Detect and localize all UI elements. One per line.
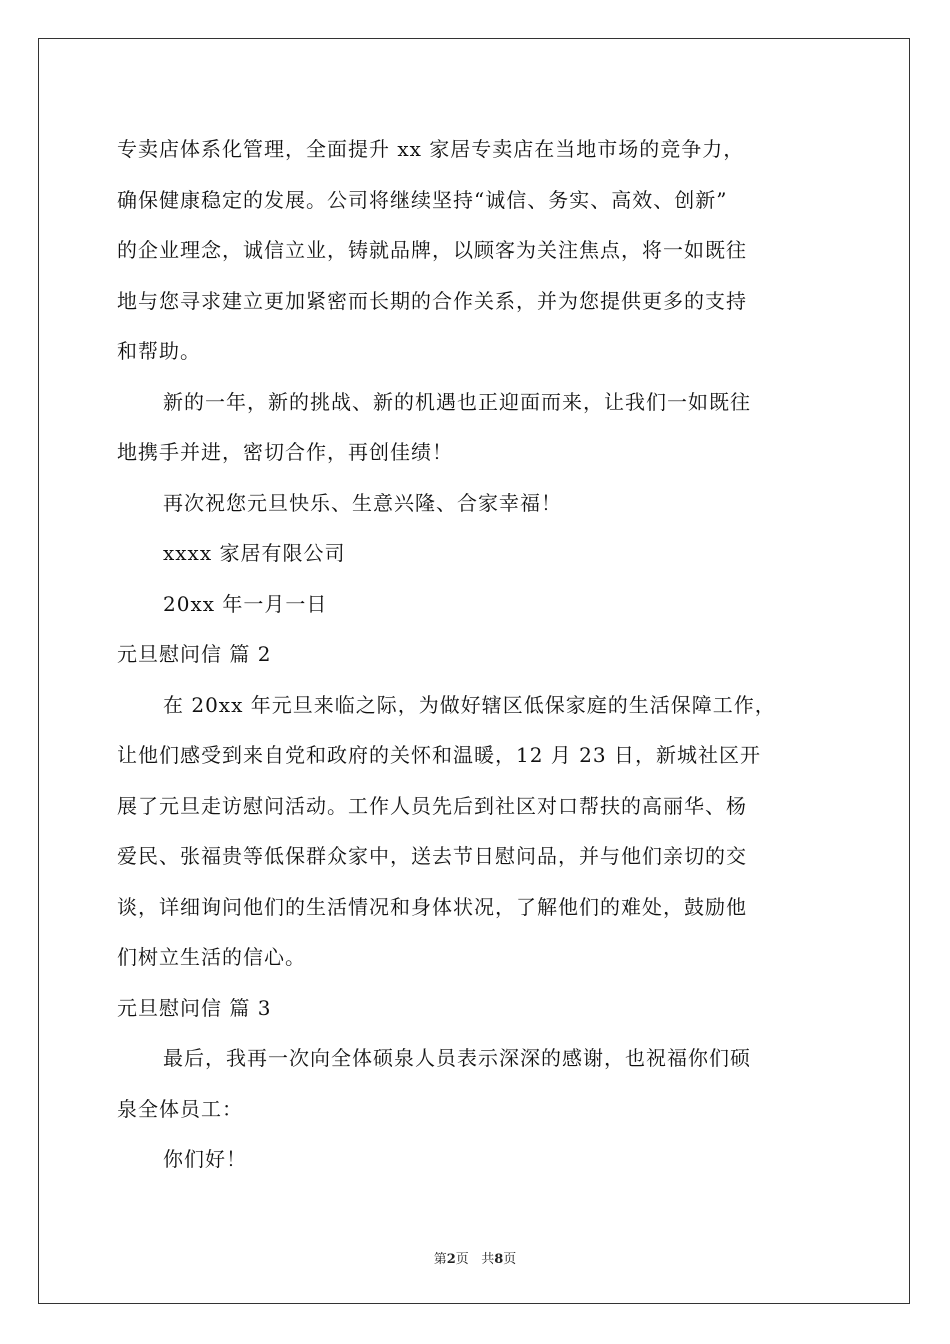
text-line: 新的一年，新的挑战、新的机遇也正迎面而来，让我们一如既往 [163,389,751,414]
text-line: 和帮助。 [117,339,201,363]
text-line: 泉全体员工： [117,1096,243,1121]
text-line: 在 20xx 年元旦来临之际，为做好辖区低保家庭的生活保障工作， [163,692,776,717]
text-line: 专卖店体系化管理，全面提升 xx 家居专卖店在当地市场的竞争力， [117,137,745,161]
text-line: 地携手并进，密切合作，再创佳绩！ [117,440,453,464]
total-suffix: 页 [503,1252,517,1267]
text-line: 们树立生活的信心。 [117,945,306,969]
page-suffix: 页 [455,1252,469,1267]
section-heading: 元旦慰问信 篇 2 [117,642,272,666]
signature-date: 20xx 年一月一日 [163,591,328,616]
total-prefix: 共 [481,1252,495,1267]
page-number: 2 [446,1252,456,1267]
text-line: 地与您寻求建立更加紧密而长期的合作关系，并为您提供更多的支持 [117,288,747,313]
text-line: 让他们感受到来自党和政府的关怀和温暖，12 月 23 日，新城社区开 [117,743,761,767]
text-line: 你们好！ [163,1147,247,1171]
text-line: 最后，我再一次向全体硕泉人员表示深深的感谢，也祝福你们硕 [163,1046,751,1070]
text-line: 展了元旦走访慰问活动。工作人员先后到社区对口帮扶的高丽华、杨 [117,793,747,818]
text-line: 确保健康稳定的发展。公司将继续坚持“诚信、务实、高效、创新” [117,187,728,212]
page-prefix: 第 [433,1252,447,1267]
text-line: 爱民、张福贵等低保群众家中，送去节日慰问品，并与他们亲切的交 [117,844,747,868]
document-body [117,124,857,1185]
text-line: 谈，详细询问他们的生活情况和身体状况，了解他们的难处，鼓励他 [117,894,747,919]
total-pages: 8 [494,1252,504,1267]
signature-company: xxxx 家居有限公司 [163,541,346,565]
text-line: 再次祝您元旦快乐、生意兴隆、合家幸福！ [163,490,562,515]
section-heading: 元旦慰问信 篇 3 [117,995,272,1020]
page-footer [0,1248,950,1267]
text-line: 的企业理念，诚信立业，铸就品牌，以顾客为关注焦点，将一如既往 [117,238,747,262]
